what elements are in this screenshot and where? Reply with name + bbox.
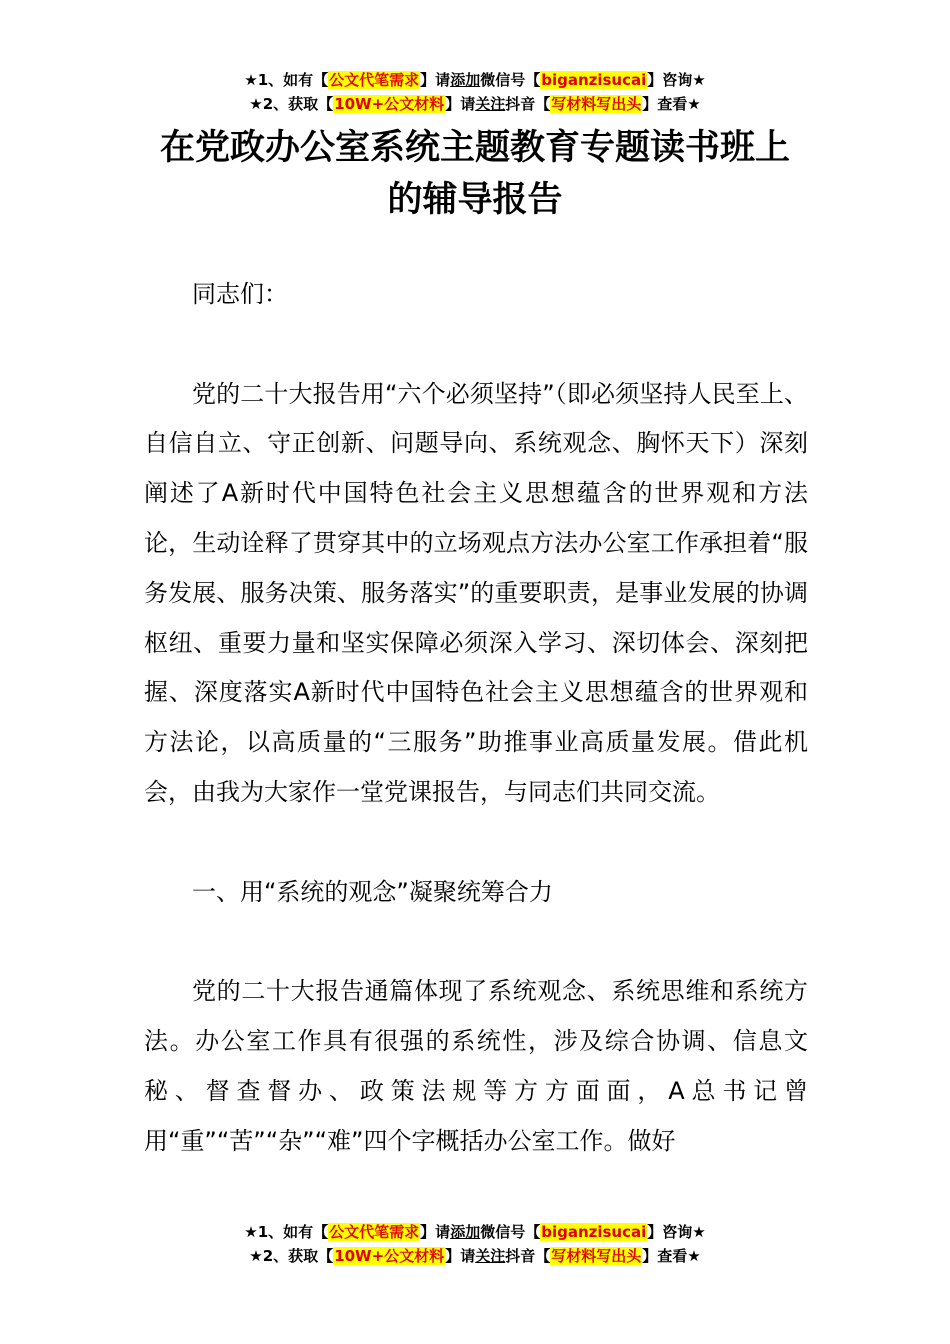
promo-underline: 添加 [450,1223,481,1241]
promo-highlight: 公文代笔需求 [329,71,420,89]
promo-text: 微信号【 [480,71,541,89]
promo-header [0,68,950,116]
promo-line-1 [0,1220,950,1244]
salutation: 同志们： [192,280,288,308]
promo-text: ★1、如有【 [244,1223,329,1241]
document-body [144,270,808,1166]
promo-text: 】查看★ [642,1247,701,1265]
promo-text: ★2、获取【 [249,1247,334,1265]
promo-text: 抖音【 [505,95,551,113]
promo-text: 】请 [445,95,476,113]
promo-underline: 添加 [450,71,481,89]
promo-text: 】请 [445,1247,476,1265]
promo-highlight: 10W+公文材料 [334,1247,445,1265]
promo-line-2 [0,1244,950,1268]
promo-text: ★1、如有【 [244,71,329,89]
promo-line-2 [0,92,950,116]
section-heading-1: 一、用“系统的观念”凝聚统筹合力 [192,877,553,906]
title-line-1: 在党政办公室系统主题教育专题读书班上 [159,128,790,168]
promo-underline: 关注 [475,1247,506,1265]
document-title [120,122,830,226]
promo-underline: 关注 [475,95,506,113]
paragraph-gap [144,917,808,967]
promo-text: 微信号【 [480,1223,541,1241]
promo-text: 】查看★ [642,95,701,113]
paragraph-gap [144,818,808,868]
promo-text: 】请 [420,71,451,89]
promo-text: 】请 [420,1223,451,1241]
paragraph-gap [144,320,808,370]
paragraph-2: 党的二十大报告通篇体现了系统观念、系统思维和系统方法。办公室工作具有很强的系统性，涉及综合协调、信息文秘、督查督办、政策法规等方方面面，A总书记曾用“重”“苦”“杂”“难”四个字概括办公室工作。做好 [144,977,808,1155]
promo-text: ★2、获取【 [249,95,334,113]
promo-line-1 [0,68,950,92]
promo-text: 】咨询★ [647,1223,706,1241]
promo-text: 抖音【 [505,1247,551,1265]
promo-highlight: 10W+公文材料 [334,95,445,113]
promo-highlight: 写材料写出头 [551,1247,642,1265]
paragraph-1: 党的二十大报告用“六个必须坚持”（即必须坚持人民至上、自信自立、守正创新、问题导向、系统观念、胸怀天下）深刻阐述了A新时代中国特色社会主义思想蕴含的世界观和方法论，生动诠释了贯穿其中的立场观点方法办公室工作承担着“服务发展、服务决策、服务落实”的重要职责，是事业发展的协调枢纽、重要力量和坚实保障必须深入学习、深切体会、深刻把握、深度落实A新时代中国特色社会主义思想蕴含的世界观和方法论，以高质量的“三服务”助推事业高质量发展。借此机会，由我为大家作一堂党课报告，与同志们共同交流。 [144,379,808,806]
promo-text: 】咨询★ [647,71,706,89]
promo-highlight: 公文代笔需求 [329,1223,420,1241]
promo-highlight: biganzisucai [541,1223,647,1241]
promo-highlight: 写材料写出头 [551,95,642,113]
promo-footer [0,1220,950,1268]
title-line-2: 的辅导报告 [387,180,563,220]
promo-highlight: biganzisucai [541,71,647,89]
